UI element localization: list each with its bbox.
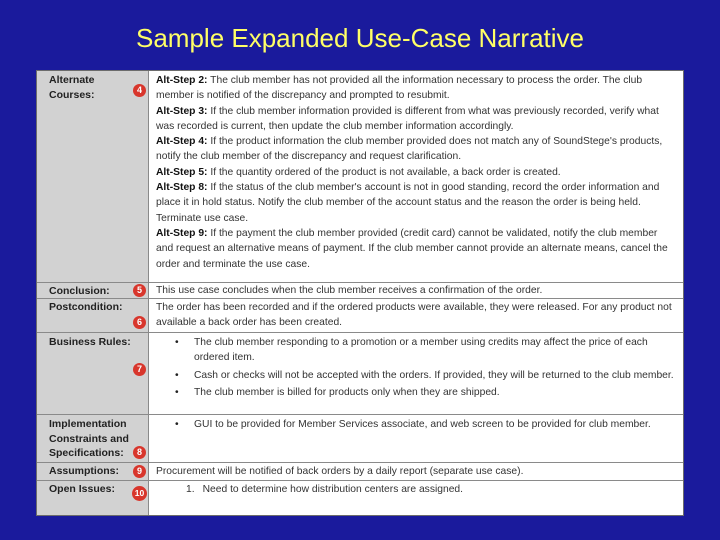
list-item: • Cash or checks will not be accepted with the orders. If provided, they will be returned to the club member. xyxy=(194,368,675,383)
label-cell xyxy=(37,481,149,515)
label-cell xyxy=(37,333,149,414)
callout-badge: 10 xyxy=(132,486,147,501)
alt-step xyxy=(156,226,675,272)
label-cell xyxy=(37,463,149,480)
row-label: Assumptions: xyxy=(49,465,120,477)
implementation-list xyxy=(156,417,675,432)
row-alternate-courses xyxy=(37,71,683,283)
list-item: • GUI to be provided for Member Services associate, and web screen to be provided for club member. xyxy=(194,417,675,432)
callout-badge: 5 xyxy=(133,284,146,297)
alt-step xyxy=(156,73,675,104)
business-rules-list xyxy=(156,335,675,400)
alt-step-name: Alt-Step 3: xyxy=(156,105,208,117)
alt-step-text: If the club member information provided is different from what was previously recorded, verify what was recorded is current, then update the club member information accordingly. xyxy=(156,105,659,132)
conclusion-text: This use case concludes when the club member receives a confirmation of the order. xyxy=(156,285,543,296)
label-cell xyxy=(37,71,149,282)
label-cell xyxy=(37,283,149,298)
list-item: • The club member is billed for products only when they are shipped. xyxy=(194,385,675,400)
label-cell xyxy=(37,299,149,332)
alt-step xyxy=(156,165,675,180)
alt-step xyxy=(156,180,675,226)
row-label: Postcondition: xyxy=(49,301,123,313)
callout-badge: 4 xyxy=(133,84,146,97)
row-assumptions xyxy=(37,463,683,481)
assumptions-text: Procurement will be notified of back orders by a daily report (separate use case). xyxy=(156,466,524,477)
use-case-table xyxy=(36,70,684,516)
list-item xyxy=(186,482,675,497)
row-label: Implementation Constraints and Specifications: xyxy=(49,418,129,459)
row-business-rules xyxy=(37,333,683,415)
alt-step xyxy=(156,134,675,165)
alt-step-text: If the product information the club member provided does not match any of SoundStege's products, notify the club member of the discrepancy and request clarification. xyxy=(156,136,663,163)
row-label: Alternate Courses: xyxy=(49,74,95,101)
callout-badge: 9 xyxy=(133,465,146,478)
postcondition-text: The order has been recorded and if the ordered products were available, they were released. For any product not available a back order has been created. xyxy=(156,302,672,329)
open-issues-content xyxy=(156,482,675,497)
row-postcondition xyxy=(37,299,683,333)
alternate-steps xyxy=(156,73,675,272)
item-text: Need to determine how distribution centers are assigned. xyxy=(202,484,464,495)
label-cell xyxy=(37,415,149,462)
alt-step-name: Alt-Step 9: xyxy=(156,227,208,239)
row-label: Conclusion: xyxy=(49,285,110,297)
business-rules-content xyxy=(156,335,675,402)
callout-badge: 8 xyxy=(133,446,146,459)
alt-step-text: The club member has not provided all the information necessary to process the order. The club member is notified of the discrepancy and prompted to resubmit. xyxy=(156,75,643,102)
alt-step xyxy=(156,104,675,135)
row-label: Open Issues: xyxy=(49,483,115,495)
callout-badge: 6 xyxy=(133,316,146,329)
item-number: 1. xyxy=(186,484,195,495)
implementation-content xyxy=(156,417,675,434)
alt-step-name: Alt-Step 8: xyxy=(156,182,208,194)
alt-step-text: If the payment the club member provided (credit card) cannot be validated, notify the club member and request an alternative means of payment. If the club member cannot provide an alternate means, cancel the order and terminate the use case. xyxy=(156,227,668,270)
row-conclusion xyxy=(37,283,683,299)
callout-badge: 7 xyxy=(133,363,146,376)
alt-step-name: Alt-Step 4: xyxy=(156,136,208,148)
row-open-issues xyxy=(37,481,683,515)
slide-title: Sample Expanded Use-Case Narrative xyxy=(136,23,584,53)
alt-step-text: If the quantity ordered of the product is not available, a back order is created. xyxy=(207,166,561,178)
alt-step-name: Alt-Step 2: xyxy=(156,75,208,86)
alt-step-name: Alt-Step 5: xyxy=(156,166,208,178)
alt-step-text: If the status of the club member's account is not in good standing, record the order information and place it in hold status. Notify the club member of the account status and the reason the order is being held. Terminate use case. xyxy=(156,182,660,224)
open-issues-list xyxy=(156,482,675,497)
row-label: Business Rules: xyxy=(49,336,131,348)
list-item: • The club member responding to a promotion or a member using credits may affect the price of each ordered item. xyxy=(194,335,675,366)
row-implementation xyxy=(37,415,683,463)
